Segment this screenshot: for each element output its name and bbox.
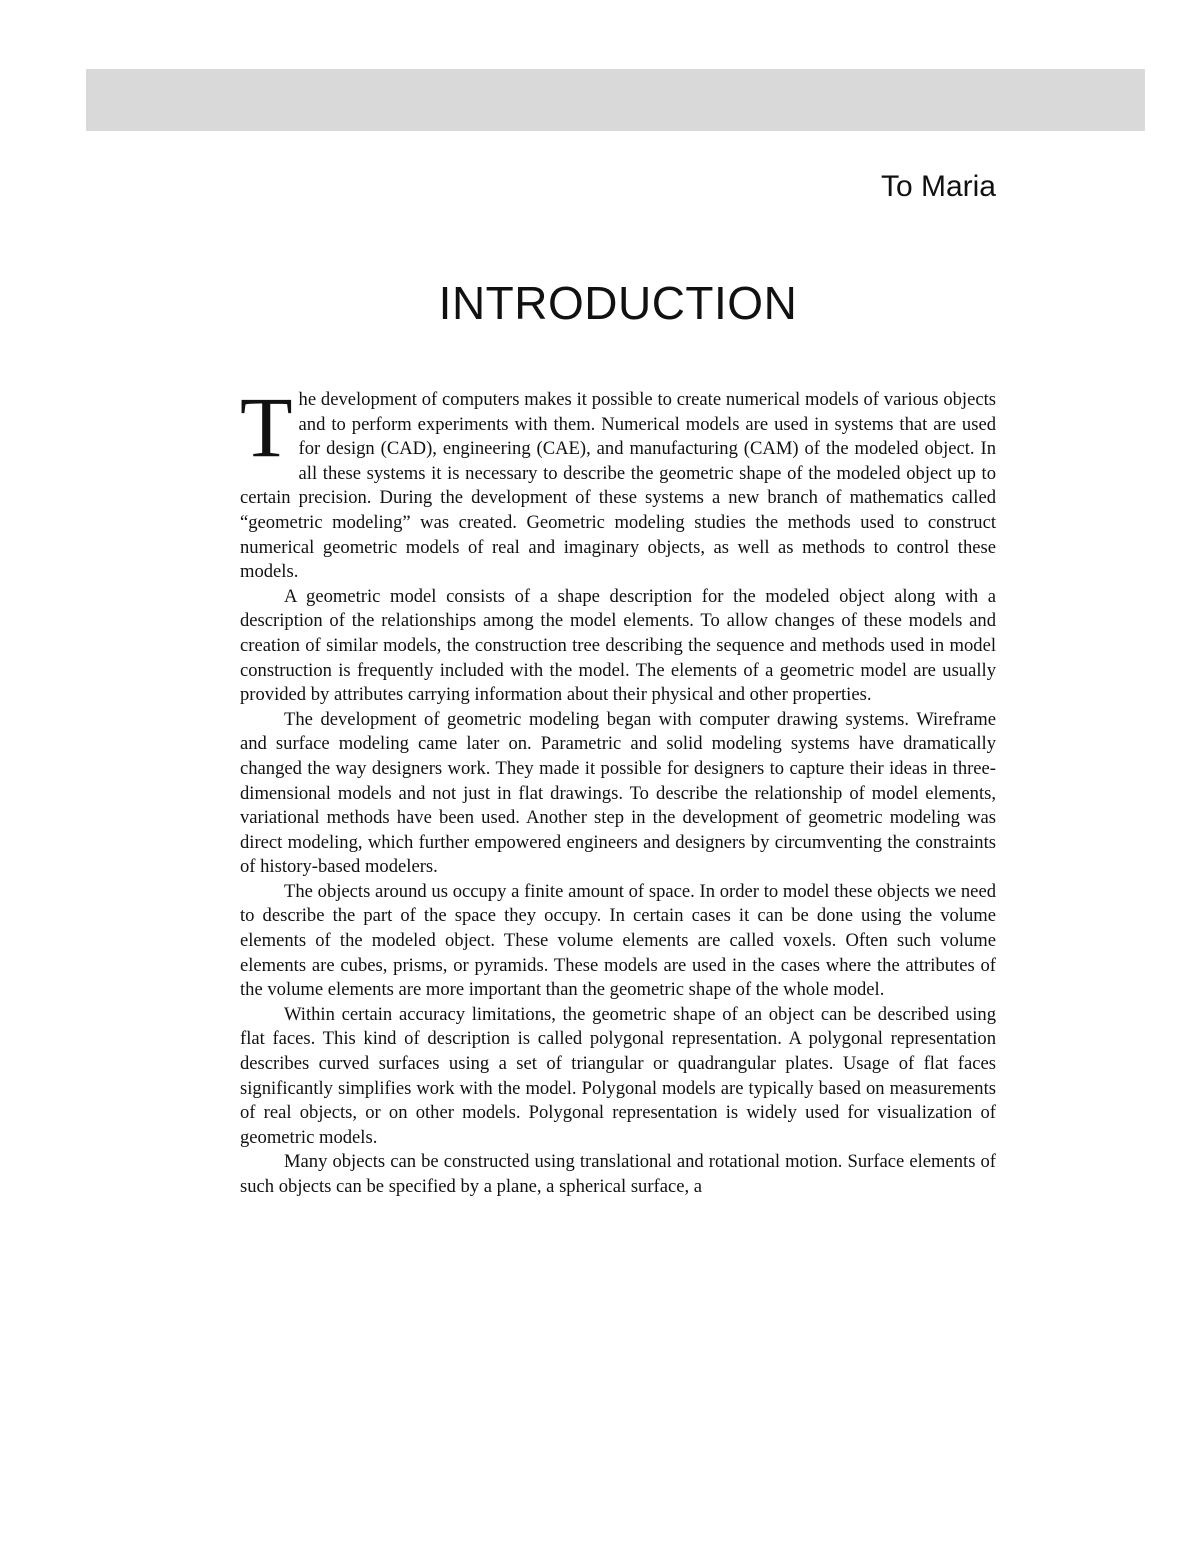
paragraph-5: Within certain accuracy limitations, the geometric shape of an object can be described using flat faces. This kind of description is called polygonal representation. A polygonal representation describes curved surfaces using a set of triangular or quadrangular plates. Usage of flat faces significantly simplifies work with the model. Polygonal models are typically based on measurements of real objects, or on other models. Polygonal representation is widely used for visualization of geometric models. [240,1003,996,1148]
drop-cap: T [240,379,293,475]
paragraph-4: The objects around us occupy a finite amount of space. In order to model these objects we need to describe the part of the space they occupy. In certain cases it can be done using the volume elements of the modeled object. These volume elements are called voxels. Often such volume elements are cubes, prisms, or pyramids. These models are used in the cases where the attributes of the volume elements are more important than the geometric shape of the whole model. [240,880,996,1001]
body-text [240,379,996,1200]
header-band [86,69,1145,131]
paragraph-3: The development of geometric modeling began with computer drawing systems. Wireframe and surface modeling came later on. Parametric and solid modeling systems have dramatically changed the way designers work. They made it possible for designers to capture their ideas in three-dimensional models and not just in flat drawings. To describe the relationship of model elements, variational methods have been used. Another step in the development of geometric modeling was direct modeling, which further empowered engineers and designers by circumventing the constraints of history-based modelers. [240,708,996,878]
paragraph-2: A geometric model consists of a shape description for the modeled object along with a description of the relationships among the model elements. To allow changes of these models and creation of similar models, the construction tree describing the sequence and methods used in model construction is frequently included with the model. The elements of a geometric model are usually provided by attributes carrying information about their physical and other properties. [240,585,996,706]
paragraph-1-text: he development of computers makes it possible to create numerical models of various objects and to perform experiments with them. Numerical models are used in systems that are used for design (CAD), engineering (CAE), and manufacturing (CAM) of the modeled object. In all these systems it is necessary to describe the geometric shape of the modeled object up to certain precision. During the development of these systems a new branch of mathematics called “geometric modeling” was created. Geometric modeling studies the methods used to construct numerical geometric models of real and imaginary objects, as well as methods to control these models. [240,389,996,583]
paragraph-1 [240,379,996,585]
paragraph-6: Many objects can be constructed using translational and rotational motion. Surface elements of such objects can be specified by a plane, a spherical surface, a [240,1151,996,1197]
chapter-title: INTRODUCTION [438,277,798,329]
dedication: To Maria [880,170,996,203]
